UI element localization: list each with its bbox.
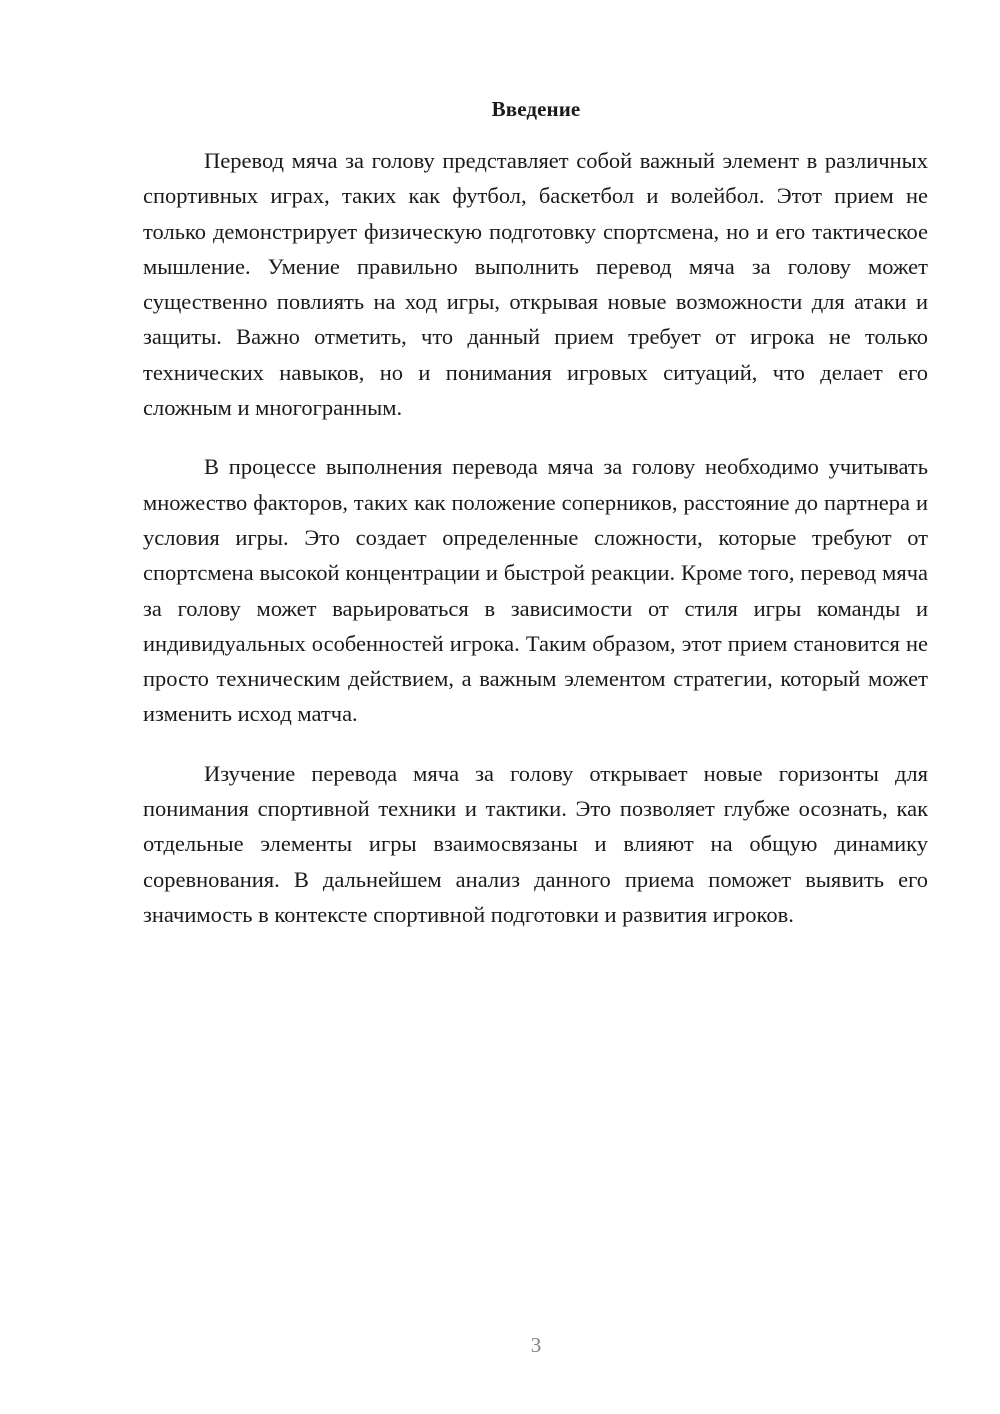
section-title: Введение [491,97,581,121]
paragraph-2: В процессе выполнения перевода мяча за голову необходимо учитывать множество факторов, таких как положение соперников, расстояние до партнера и условия игры. Это создает определенные сложности, которые требуют от спортсмена высокой концентрации и быстрой реакции. Кроме того, перевод мяча за голову может варьироваться в зависимости от стиля игры команды и индивидуальных особенностей игрока. Таким образом, этот прием становится не просто техническим действием, а важным элементом стратегии, который может изменить исход матча. [143,454,928,727]
body-text [143,143,928,956]
paragraph-3: Изучение перевода мяча за голову открывает новые горизонты для понимания спортивной техники и тактики. Это позволяет глубже осознать, как отдельные элементы игры взаимосвязаны и влияют на общую динамику соревнования. В дальнейшем анализ данного приема поможет выявить его значимость в контексте спортивной подготовки и развития игроков. [143,760,928,927]
paragraph-1: Перевод мяча за голову представляет собой важный элемент в различных спортивных играх, таких как футбол, баскетбол и волейбол. Этот прием не только демонстрирует физическую подготовку спортсмена, но и его тактическое мышление. Умение правильно выполнить перевод мяча за голову может существенно повлиять на ход игры, открывая новые возможности для атаки и защиты. Важно отметить, что данный прием требует от игрока не только технических навыков, но и понимания игровых ситуаций, что делает его сложным и многогранным. [143,148,928,421]
page-number: 3 [530,1333,542,1357]
